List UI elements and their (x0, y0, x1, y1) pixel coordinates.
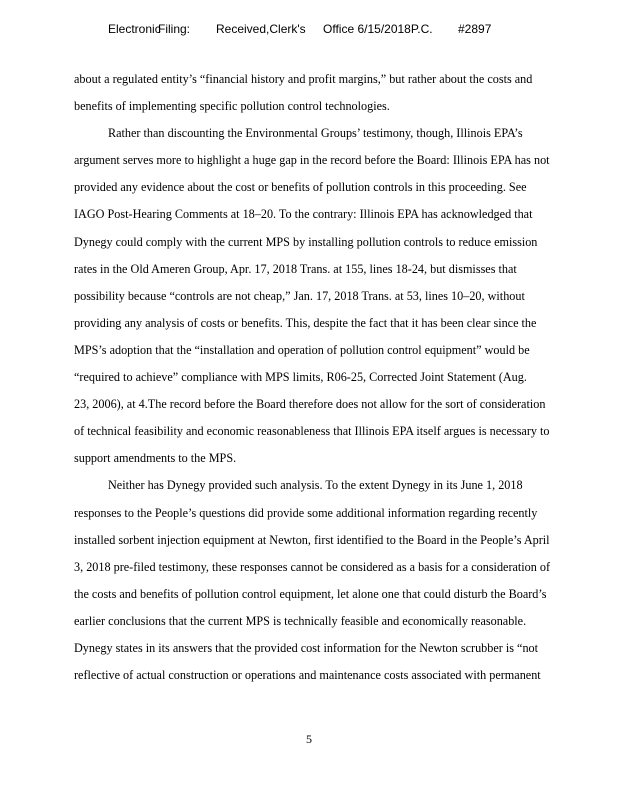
text-line: about a regulated entity’s “financial history and profit margins,” but rather about the costs and (74, 72, 533, 86)
text-line: IAGO Post-Hearing Comments at 18–20. To the contrary: Illinois EPA has acknowledged that (74, 207, 533, 222)
header-office-date: Office 6/15/2018P.C. (323, 22, 433, 36)
text-line: responses to the People’s questions did provide some additional information regarding recently (74, 505, 538, 520)
text-line: 3, 2018 pre-filed testimony, these responses cannot be considered as a basis for a consideration of (74, 559, 551, 574)
text-line: support amendments to the MPS. (74, 451, 237, 466)
paragraph-start-line: Neither has Dynegy provided such analysis. To the extent Dynegy in its June 1, 2018 (108, 478, 523, 493)
body-text (74, 66, 604, 689)
header-electronic: Electronic (108, 22, 161, 36)
text-line: rates in the Old Ameren Group, Apr. 17, 2018 Trans. at 155, lines 18-24, but dismisses that (74, 261, 517, 276)
text-line: benefits of implementing specific pollution control technologies. (74, 99, 390, 114)
header-received: Received,Clerk's (216, 22, 306, 36)
text-line: installed sorbent injection equipment at Newton, first identified to the Board in the People’s April (74, 532, 550, 547)
text-line: argument serves more to highlight a huge gap in the record before the Board: Illinois EPA has not (74, 153, 550, 168)
header-filing-number: #2897 (458, 22, 492, 36)
text-line: the costs and benefits of pollution control equipment, let alone one that could disturb the Board’s (74, 586, 547, 601)
text-line: provided any evidence about the cost or benefits of pollution controls in this proceeding. See (74, 180, 527, 195)
text-line: reflective of actual construction or operations and maintenance costs associated with permanent (74, 668, 541, 683)
text-line: Dynegy could comply with the current MPS by installing pollution controls to reduce emission (74, 234, 538, 249)
text-line: earlier conclusions that the current MPS is technically feasible and economically reasonable. (74, 613, 527, 628)
text-line: of technical feasibility and economic reasonableness that Illinois EPA itself argues is necessary to (74, 424, 550, 439)
text-line: “required to achieve” compliance with MPS limits, R06-25, Corrected Joint Statement (Aug. (74, 370, 527, 385)
text-line: providing any analysis of costs or benefits. This, despite the fact that it has been clear since the (74, 315, 537, 330)
text-line: MPS’s adoption that the “installation and operation of pollution control equipment” would be (74, 342, 530, 357)
text-line: Dynegy states in its answers that the provided cost information for the Newton scrubber is “not (74, 640, 539, 655)
text-line: 23, 2006), at 4.The record before the Board therefore does not allow for the sort of consideration (74, 397, 546, 412)
text-line: possibility because “controls are not cheap,” Jan. 17, 2018 Trans. at 53, lines 10–20, without (74, 288, 525, 303)
page-number: 5 (306, 732, 312, 746)
header-filing: Filing: (158, 22, 191, 36)
paragraph-start-line: Rather than discounting the Environmental Groups’ testimony, though, Illinois EPA’s (108, 126, 523, 141)
